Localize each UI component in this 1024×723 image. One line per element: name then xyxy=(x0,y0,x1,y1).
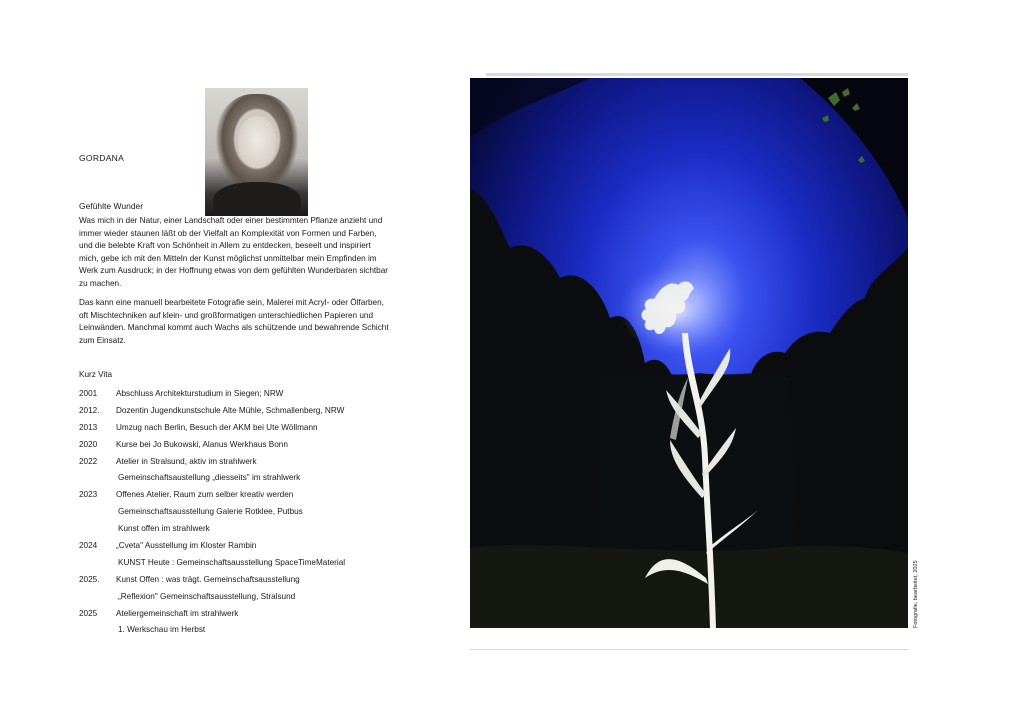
vita-entry: 1. Werkschau im Herbst xyxy=(118,625,206,635)
vita-entry: Kurse bei Jo Bukowski, Alanus Werkhaus Bonn xyxy=(116,439,288,449)
vita-entry: Offenes Atelier, Raum zum selber kreativ werden xyxy=(116,490,294,500)
statement-paragraph-1: Was mich in der Natur, einer Landschaft oder einer bestimmten Pflanze anzieht und immer wieder staunen läßt ob der Vielfalt an Komplexität von Formen und Farben, und die belebte Kraft von Schönheit in Allem zu entdecken, beseelt und inspiriert mich, gebe ich mit den Mitteln der Kunst möglichst unmittelbar mein Empfinden im Werk zum Ausdruck; in der Hoffnung etwas von dem gefühlten Wunderbaren sichtbar zu machen. xyxy=(79,216,389,288)
vita-entry: „Reflexion" Gemeinschaftsausstellung, Stralsund xyxy=(118,591,296,601)
vita-row xyxy=(79,571,399,588)
vita-row xyxy=(79,486,399,503)
vita-entry: Kunst Offen : was trägt. Gemeinschaftsausstellung xyxy=(116,574,300,584)
vita-year: 2023 xyxy=(79,490,98,500)
vita-entry: Abschluss Architekturstudium in Siegen; NRW xyxy=(116,388,284,398)
vita-entry: Umzug nach Berlin, Besuch der AKM bei Ute Wöllmann xyxy=(116,422,318,432)
vita-row xyxy=(79,402,399,419)
vita-year: 2001 xyxy=(79,388,98,398)
vita-row xyxy=(79,621,399,638)
vita-entry: KUNST Heute : Gemeinschaftsausstellung SpaceTimeMaterial xyxy=(118,557,346,567)
artist-portrait xyxy=(205,88,308,216)
vita-row xyxy=(79,503,399,520)
vita-row xyxy=(79,453,399,470)
vita-year: 2025. xyxy=(79,574,100,584)
vita-title: Kurz Vita xyxy=(79,370,113,379)
vita-list xyxy=(79,385,399,638)
vita-row xyxy=(79,605,399,622)
vita-year: 2022 xyxy=(79,456,98,466)
artist-name: GORDANA xyxy=(79,153,125,163)
vita-year: 2013 xyxy=(79,422,98,432)
vita-row xyxy=(79,419,399,436)
statement-paragraph-2: Das kann eine manuell bearbeitete Fotografie sein, Malerei mit Acryl- oder Ölfarben, oft Mischtechniken auf klein- und großformatigen unterschiedlichen Papieren und Leinwänden. Manchmal kommt auch Wachs als schützende und bewahrende Schicht zum Einsatz. xyxy=(79,298,389,345)
vita-entry: Gemeinschaftsausstellung Galerie Rotklee, Putbus xyxy=(118,507,303,517)
vita-entry: Gemeinschaftsaustellung „diesseits" im strahlwerk xyxy=(118,473,301,483)
vita-year: 2012. xyxy=(79,405,100,415)
photo-top-divider xyxy=(486,73,908,76)
vita-year: 2025 xyxy=(79,608,98,618)
artwork-photo xyxy=(470,78,908,628)
vita-row xyxy=(79,520,399,537)
vita-entry: Kunst offen im strahlwerk xyxy=(118,524,210,534)
vita-entry: Atelier in Stralsund, aktiv im strahlwerk xyxy=(116,456,257,466)
vita-row xyxy=(79,588,399,605)
vita-entry: Dozentin Jugendkunstschule Alte Mühle, Schmallenberg, NRW xyxy=(116,405,345,415)
photo-caption: Fotografie, bearbeitet, 2025 xyxy=(913,560,919,628)
vita-row xyxy=(79,469,399,486)
photo-bottom-divider xyxy=(470,649,908,650)
vita-entry: „Cveta" Ausstellung im Kloster Rambin xyxy=(116,540,257,550)
vita-row xyxy=(79,537,399,554)
statement-title: Gefühlte Wunder xyxy=(79,201,144,211)
vita-year: 2020 xyxy=(79,439,98,449)
vita-row xyxy=(79,554,399,571)
vita-year: 2024 xyxy=(79,540,98,550)
vita-entry: Ateliergemeinschaft im strahlwerk xyxy=(116,608,239,618)
vita-row xyxy=(79,436,399,453)
vita-row xyxy=(79,385,399,402)
